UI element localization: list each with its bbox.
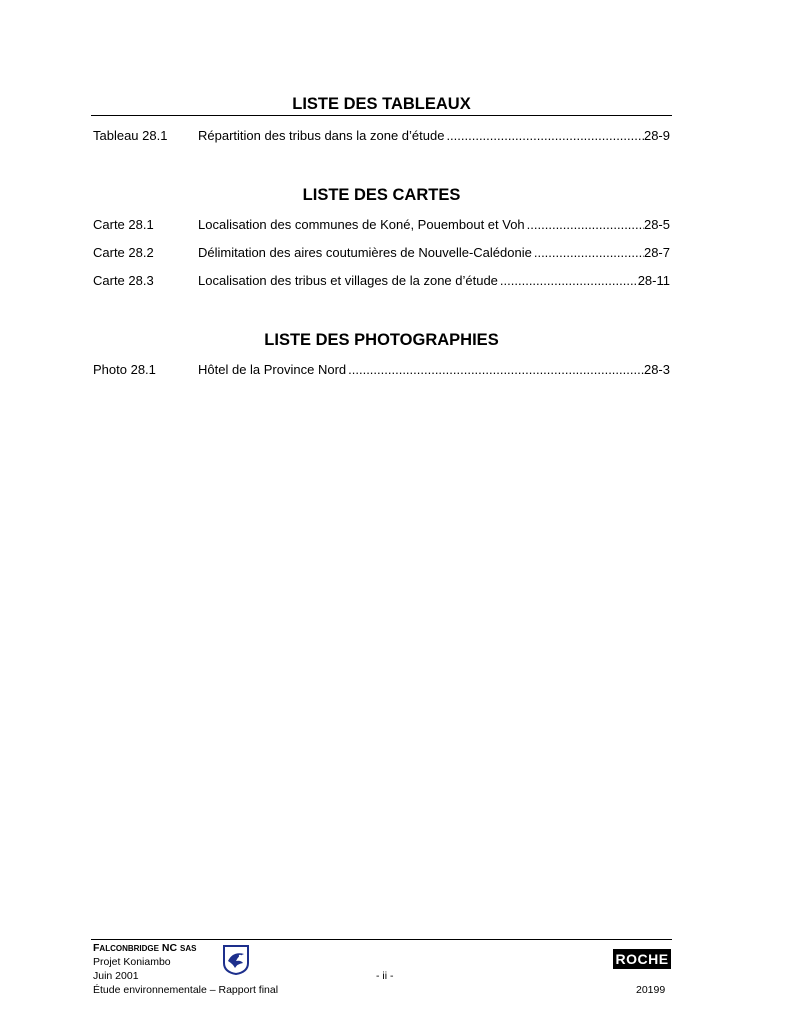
entry-title: Hôtel de la Province Nord [198, 362, 347, 377]
entry-label: Carte 28.2 [93, 245, 154, 260]
company-initial: F [93, 942, 100, 954]
dot-leader [446, 127, 644, 145]
entry-title: Délimitation des aires coutumières de Nouvelle-Calédonie [198, 245, 532, 260]
roche-logo: ROCHE [613, 949, 671, 969]
footer-date: Juin 2001 [93, 970, 139, 982]
entry-title: Localisation des communes de Koné, Pouembout et Voh [198, 217, 525, 232]
company-suffix-sc: SAS [179, 944, 197, 953]
footer-page-number: - ii - [376, 970, 394, 982]
toc-entry[interactable] [93, 272, 670, 290]
entry-label: Photo 28.1 [93, 362, 156, 377]
entry-label: Carte 28.3 [93, 273, 154, 288]
dot-leader [527, 216, 644, 234]
entry-page: 28-11 [637, 273, 670, 288]
company-rest: ALCONBRIDGE [99, 944, 159, 953]
toc-entry[interactable] [93, 127, 670, 145]
section-title-tableaux: LISTE DES TABLEAUX [292, 95, 471, 113]
entry-page: 28-5 [643, 217, 670, 232]
company-suffix: NC [158, 942, 180, 954]
section-title-cartes: LISTE DES CARTES [302, 186, 461, 204]
falcon-emblem-icon [221, 943, 251, 975]
entry-label: Carte 28.1 [93, 217, 154, 232]
footer-doc-number: 20199 [636, 984, 666, 996]
toc-entry[interactable] [93, 244, 670, 262]
entry-page: 28-7 [643, 245, 670, 260]
entry-label: Tableau 28.1 [93, 128, 168, 143]
dot-leader [348, 361, 644, 379]
section-title-photographies: LISTE DES PHOTOGRAPHIES [264, 331, 499, 349]
dot-leader [500, 272, 638, 290]
footer-rule [91, 939, 672, 940]
header-rule [91, 115, 672, 116]
entry-title: Localisation des tribus et villages de la zone d’étude [198, 273, 498, 288]
toc-entry[interactable] [93, 216, 670, 234]
footer-company [93, 942, 196, 955]
entry-page: 28-3 [643, 362, 670, 377]
entry-page: 28-9 [643, 128, 670, 143]
footer-report: Étude environnementale – Rapport final [93, 984, 279, 996]
toc-entry[interactable] [93, 361, 670, 379]
dot-leader [534, 244, 644, 262]
entry-title: Répartition des tribus dans la zone d’étude [198, 128, 445, 143]
footer-project: Projet Koniambo [93, 956, 171, 968]
